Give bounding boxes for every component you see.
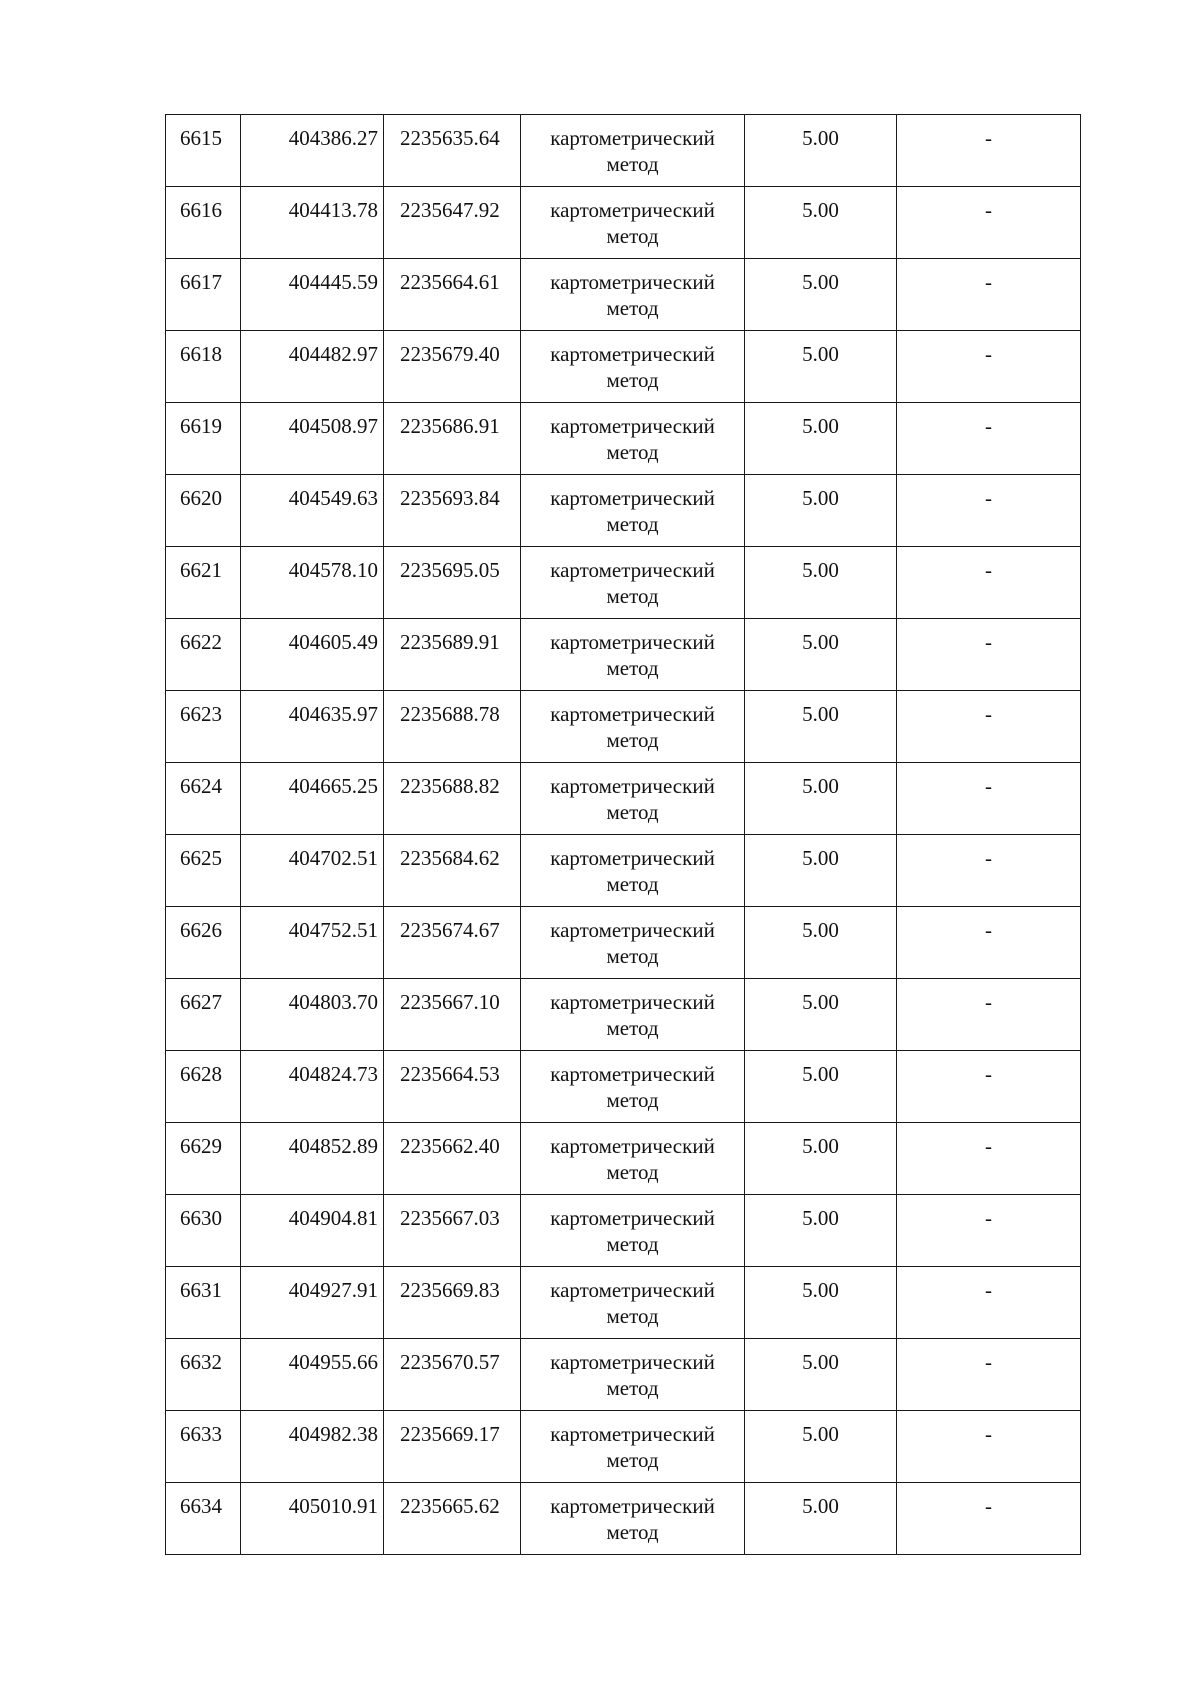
x-coordinate-cell: 404549.63 bbox=[241, 475, 384, 547]
method-line-2: метод bbox=[606, 368, 659, 392]
method-cell bbox=[521, 115, 745, 187]
y-coordinate-cell: 2235635.64 bbox=[384, 115, 521, 187]
point-number-cell: 6631 bbox=[166, 1267, 241, 1339]
method-line-2: метод bbox=[606, 872, 659, 896]
y-coordinate-cell: 2235674.67 bbox=[384, 907, 521, 979]
y-coordinate-cell: 2235684.62 bbox=[384, 835, 521, 907]
coordinates-table bbox=[165, 114, 1081, 1555]
description-cell: - bbox=[897, 547, 1081, 619]
x-coordinate-cell: 404605.49 bbox=[241, 619, 384, 691]
x-coordinate-cell: 404702.51 bbox=[241, 835, 384, 907]
accuracy-cell: 5.00 bbox=[745, 1267, 897, 1339]
method-line-2: метод bbox=[606, 1160, 659, 1184]
point-number-cell: 6625 bbox=[166, 835, 241, 907]
method-line-2: метод bbox=[606, 1232, 659, 1256]
x-coordinate-cell: 404578.10 bbox=[241, 547, 384, 619]
description-cell: - bbox=[897, 979, 1081, 1051]
method-line-2: метод bbox=[606, 1088, 659, 1112]
method-cell bbox=[521, 259, 745, 331]
method-cell bbox=[521, 547, 745, 619]
accuracy-cell: 5.00 bbox=[745, 187, 897, 259]
table-row bbox=[166, 979, 1081, 1051]
table-row bbox=[166, 475, 1081, 547]
y-coordinate-cell: 2235695.05 bbox=[384, 547, 521, 619]
table-row bbox=[166, 1339, 1081, 1411]
description-cell: - bbox=[897, 763, 1081, 835]
method-cell bbox=[521, 1267, 745, 1339]
y-coordinate-cell: 2235688.82 bbox=[384, 763, 521, 835]
x-coordinate-cell: 404803.70 bbox=[241, 979, 384, 1051]
method-line-2: метод bbox=[606, 512, 659, 536]
accuracy-cell: 5.00 bbox=[745, 547, 897, 619]
coordinates-table-body bbox=[166, 115, 1081, 1555]
method-line-2: метод bbox=[606, 800, 659, 824]
accuracy-cell: 5.00 bbox=[745, 331, 897, 403]
accuracy-cell: 5.00 bbox=[745, 403, 897, 475]
description-cell: - bbox=[897, 1195, 1081, 1267]
point-number-cell: 6627 bbox=[166, 979, 241, 1051]
point-number-cell: 6630 bbox=[166, 1195, 241, 1267]
description-cell: - bbox=[897, 187, 1081, 259]
description-cell: - bbox=[897, 835, 1081, 907]
table-row bbox=[166, 547, 1081, 619]
y-coordinate-cell: 2235689.91 bbox=[384, 619, 521, 691]
method-cell bbox=[521, 1411, 745, 1483]
point-number-cell: 6616 bbox=[166, 187, 241, 259]
method-line-2: метод bbox=[606, 584, 659, 608]
table-row bbox=[166, 1123, 1081, 1195]
point-number-cell: 6624 bbox=[166, 763, 241, 835]
method-line-1: картометрический bbox=[550, 1278, 715, 1302]
y-coordinate-cell: 2235647.92 bbox=[384, 187, 521, 259]
point-number-cell: 6615 bbox=[166, 115, 241, 187]
method-line-1: картометрический bbox=[550, 990, 715, 1014]
method-cell bbox=[521, 1123, 745, 1195]
accuracy-cell: 5.00 bbox=[745, 1483, 897, 1555]
table-row bbox=[166, 187, 1081, 259]
table-row bbox=[166, 1051, 1081, 1123]
method-line-1: картометрический bbox=[550, 342, 715, 366]
y-coordinate-cell: 2235669.83 bbox=[384, 1267, 521, 1339]
x-coordinate-cell: 404824.73 bbox=[241, 1051, 384, 1123]
method-cell bbox=[521, 1483, 745, 1555]
method-line-2: метод bbox=[606, 1376, 659, 1400]
table-row bbox=[166, 1483, 1081, 1555]
x-coordinate-cell: 404955.66 bbox=[241, 1339, 384, 1411]
method-line-2: метод bbox=[606, 440, 659, 464]
method-line-1: картометрический bbox=[550, 486, 715, 510]
method-line-1: картометрический bbox=[550, 270, 715, 294]
x-coordinate-cell: 404386.27 bbox=[241, 115, 384, 187]
y-coordinate-cell: 2235667.10 bbox=[384, 979, 521, 1051]
x-coordinate-cell: 404635.97 bbox=[241, 691, 384, 763]
table-row bbox=[166, 619, 1081, 691]
method-cell bbox=[521, 1195, 745, 1267]
accuracy-cell: 5.00 bbox=[745, 907, 897, 979]
table-row bbox=[166, 259, 1081, 331]
method-line-2: метод bbox=[606, 224, 659, 248]
method-cell bbox=[521, 907, 745, 979]
method-cell bbox=[521, 691, 745, 763]
method-line-1: картометрический bbox=[550, 1062, 715, 1086]
y-coordinate-cell: 2235662.40 bbox=[384, 1123, 521, 1195]
table-row bbox=[166, 1267, 1081, 1339]
accuracy-cell: 5.00 bbox=[745, 619, 897, 691]
point-number-cell: 6629 bbox=[166, 1123, 241, 1195]
method-line-1: картометрический bbox=[550, 414, 715, 438]
accuracy-cell: 5.00 bbox=[745, 1051, 897, 1123]
accuracy-cell: 5.00 bbox=[745, 1339, 897, 1411]
point-number-cell: 6634 bbox=[166, 1483, 241, 1555]
table-row bbox=[166, 1195, 1081, 1267]
method-line-1: картометрический bbox=[550, 1422, 715, 1446]
method-line-1: картометрический bbox=[550, 1206, 715, 1230]
method-line-1: картометрический bbox=[550, 630, 715, 654]
table-row bbox=[166, 403, 1081, 475]
method-line-1: картометрический bbox=[550, 198, 715, 222]
accuracy-cell: 5.00 bbox=[745, 979, 897, 1051]
method-line-2: метод bbox=[606, 1016, 659, 1040]
accuracy-cell: 5.00 bbox=[745, 691, 897, 763]
y-coordinate-cell: 2235688.78 bbox=[384, 691, 521, 763]
description-cell: - bbox=[897, 331, 1081, 403]
description-cell: - bbox=[897, 1483, 1081, 1555]
point-number-cell: 6628 bbox=[166, 1051, 241, 1123]
x-coordinate-cell: 404665.25 bbox=[241, 763, 384, 835]
method-line-1: картометрический bbox=[550, 1134, 715, 1158]
x-coordinate-cell: 404927.91 bbox=[241, 1267, 384, 1339]
method-line-2: метод bbox=[606, 656, 659, 680]
method-line-2: метод bbox=[606, 152, 659, 176]
method-line-2: метод bbox=[606, 944, 659, 968]
point-number-cell: 6623 bbox=[166, 691, 241, 763]
y-coordinate-cell: 2235665.62 bbox=[384, 1483, 521, 1555]
y-coordinate-cell: 2235664.61 bbox=[384, 259, 521, 331]
table-row bbox=[166, 331, 1081, 403]
x-coordinate-cell: 404413.78 bbox=[241, 187, 384, 259]
point-number-cell: 6621 bbox=[166, 547, 241, 619]
point-number-cell: 6622 bbox=[166, 619, 241, 691]
method-cell bbox=[521, 1339, 745, 1411]
x-coordinate-cell: 404982.38 bbox=[241, 1411, 384, 1483]
method-cell bbox=[521, 403, 745, 475]
x-coordinate-cell: 404508.97 bbox=[241, 403, 384, 475]
method-cell bbox=[521, 475, 745, 547]
description-cell: - bbox=[897, 475, 1081, 547]
accuracy-cell: 5.00 bbox=[745, 259, 897, 331]
method-line-1: картометрический bbox=[550, 774, 715, 798]
description-cell: - bbox=[897, 619, 1081, 691]
table-row bbox=[166, 1411, 1081, 1483]
method-line-2: метод bbox=[606, 1448, 659, 1472]
x-coordinate-cell: 404904.81 bbox=[241, 1195, 384, 1267]
y-coordinate-cell: 2235686.91 bbox=[384, 403, 521, 475]
method-line-1: картометрический bbox=[550, 1350, 715, 1374]
description-cell: - bbox=[897, 907, 1081, 979]
accuracy-cell: 5.00 bbox=[745, 835, 897, 907]
point-number-cell: 6618 bbox=[166, 331, 241, 403]
method-line-1: картометрический bbox=[550, 846, 715, 870]
point-number-cell: 6619 bbox=[166, 403, 241, 475]
y-coordinate-cell: 2235669.17 bbox=[384, 1411, 521, 1483]
x-coordinate-cell: 404752.51 bbox=[241, 907, 384, 979]
y-coordinate-cell: 2235664.53 bbox=[384, 1051, 521, 1123]
y-coordinate-cell: 2235679.40 bbox=[384, 331, 521, 403]
accuracy-cell: 5.00 bbox=[745, 1195, 897, 1267]
table-row bbox=[166, 907, 1081, 979]
description-cell: - bbox=[897, 115, 1081, 187]
accuracy-cell: 5.00 bbox=[745, 763, 897, 835]
accuracy-cell: 5.00 bbox=[745, 475, 897, 547]
method-cell bbox=[521, 835, 745, 907]
table-row bbox=[166, 763, 1081, 835]
method-line-1: картометрический bbox=[550, 918, 715, 942]
point-number-cell: 6626 bbox=[166, 907, 241, 979]
method-cell bbox=[521, 331, 745, 403]
description-cell: - bbox=[897, 1267, 1081, 1339]
method-line-2: метод bbox=[606, 1304, 659, 1328]
point-number-cell: 6620 bbox=[166, 475, 241, 547]
method-line-2: метод bbox=[606, 296, 659, 320]
method-line-1: картометрический bbox=[550, 1494, 715, 1518]
method-cell bbox=[521, 187, 745, 259]
description-cell: - bbox=[897, 1339, 1081, 1411]
x-coordinate-cell: 405010.91 bbox=[241, 1483, 384, 1555]
description-cell: - bbox=[897, 1411, 1081, 1483]
method-cell bbox=[521, 1051, 745, 1123]
point-number-cell: 6632 bbox=[166, 1339, 241, 1411]
method-line-2: метод bbox=[606, 1520, 659, 1544]
description-cell: - bbox=[897, 403, 1081, 475]
accuracy-cell: 5.00 bbox=[745, 1411, 897, 1483]
description-cell: - bbox=[897, 1051, 1081, 1123]
method-cell bbox=[521, 979, 745, 1051]
method-cell bbox=[521, 619, 745, 691]
point-number-cell: 6617 bbox=[166, 259, 241, 331]
table-row bbox=[166, 115, 1081, 187]
method-line-1: картометрический bbox=[550, 702, 715, 726]
description-cell: - bbox=[897, 259, 1081, 331]
method-cell bbox=[521, 763, 745, 835]
accuracy-cell: 5.00 bbox=[745, 115, 897, 187]
description-cell: - bbox=[897, 1123, 1081, 1195]
method-line-1: картометрический bbox=[550, 126, 715, 150]
point-number-cell: 6633 bbox=[166, 1411, 241, 1483]
accuracy-cell: 5.00 bbox=[745, 1123, 897, 1195]
table-row bbox=[166, 835, 1081, 907]
x-coordinate-cell: 404852.89 bbox=[241, 1123, 384, 1195]
y-coordinate-cell: 2235693.84 bbox=[384, 475, 521, 547]
x-coordinate-cell: 404482.97 bbox=[241, 331, 384, 403]
table-row bbox=[166, 691, 1081, 763]
description-cell: - bbox=[897, 691, 1081, 763]
method-line-2: метод bbox=[606, 728, 659, 752]
x-coordinate-cell: 404445.59 bbox=[241, 259, 384, 331]
y-coordinate-cell: 2235670.57 bbox=[384, 1339, 521, 1411]
method-line-1: картометрический bbox=[550, 558, 715, 582]
y-coordinate-cell: 2235667.03 bbox=[384, 1195, 521, 1267]
